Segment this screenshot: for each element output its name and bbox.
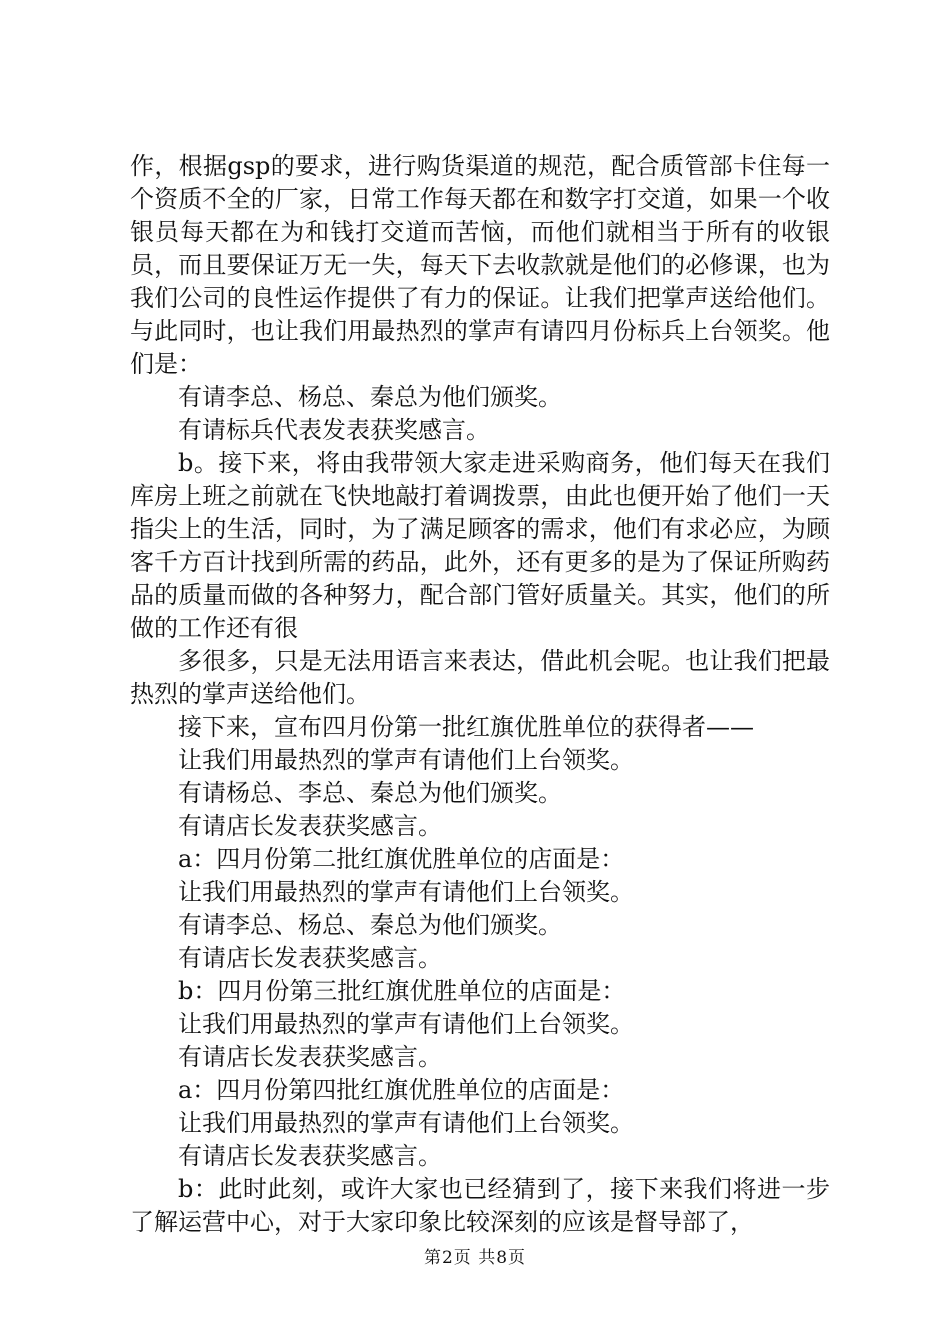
paragraph: 有请店长发表获奖感言。 bbox=[178, 944, 442, 972]
paragraph: 多很多，只是无法用语言来表达，借此机会呢。也让我们把最热烈的掌声送给他们。 bbox=[130, 647, 830, 708]
paragraph: a：四月份第二批红旗优胜单位的店面是： bbox=[178, 845, 625, 873]
paragraph: 让我们用最热烈的掌声有请他们上台领奖。 bbox=[178, 878, 634, 906]
paragraph: b：此时此刻，或许大家也已经猜到了，接下来我们将进一步了解运营中心，对于大家印象比较深刻的应该是督导部了， bbox=[130, 1175, 830, 1236]
page-footer: 第2页 共8页 bbox=[423, 1248, 527, 1268]
paragraph: 有请标兵代表发表获奖感言。 bbox=[178, 416, 490, 444]
paragraph: 有请李总、杨总、秦总为他们颁奖。 bbox=[178, 911, 562, 939]
paragraph: a：四月份第四批红旗优胜单位的店面是： bbox=[178, 1076, 625, 1104]
paragraph: 有请杨总、李总、秦总为他们颁奖。 bbox=[178, 779, 562, 807]
document-body bbox=[130, 150, 830, 1239]
paragraph: 让我们用最热烈的掌声有请他们上台领奖。 bbox=[178, 1010, 634, 1038]
paragraph: 有请店长发表获奖感言。 bbox=[178, 812, 442, 840]
paragraph: 有请店长发表获奖感言。 bbox=[178, 1043, 442, 1071]
paragraph: 接下来，宣布四月份第一批红旗优胜单位的获得者—— bbox=[178, 713, 754, 741]
paragraph: b：四月份第三批红旗优胜单位的店面是： bbox=[178, 977, 626, 1005]
paragraph: 让我们用最热烈的掌声有请他们上台领奖。 bbox=[178, 1109, 634, 1137]
paragraph: 有请店长发表获奖感言。 bbox=[178, 1142, 442, 1170]
paragraph: 让我们用最热烈的掌声有请他们上台领奖。 bbox=[178, 746, 634, 774]
paragraph: 有请李总、杨总、秦总为他们颁奖。 bbox=[178, 383, 562, 411]
paragraph: b。接下来，将由我带领大家走进采购商务，他们每天在我们库房上班之前就在飞快地敲打着调拨票，由此也便开始了他们一天指尖上的生活，同时，为了满足顾客的需求，他们有求必应，为顾客千方百计找到所需的药品，此外，还有更多的是为了保证所购药品的质量而做的各种努力，配合部门管好质量关。其实，他们的所做的工作还有很 bbox=[130, 449, 830, 642]
paragraph: 作，根据gsp的要求，进行购货渠道的规范，配合质管部卡住每一个资质不全的厂家，日常工作每天都在和数字打交道，如果一个收银员每天都在为和钱打交道而苦恼，而他们就相当于所有的收银员，而且要保证万无一失，每天下去收款就是他们的必修课，也为我们公司的良性运作提供了有力的保证。让我们把掌声送给他们。与此同时，也让我们用最热烈的掌声有请四月份标兵上台领奖。他们是： bbox=[130, 152, 830, 378]
